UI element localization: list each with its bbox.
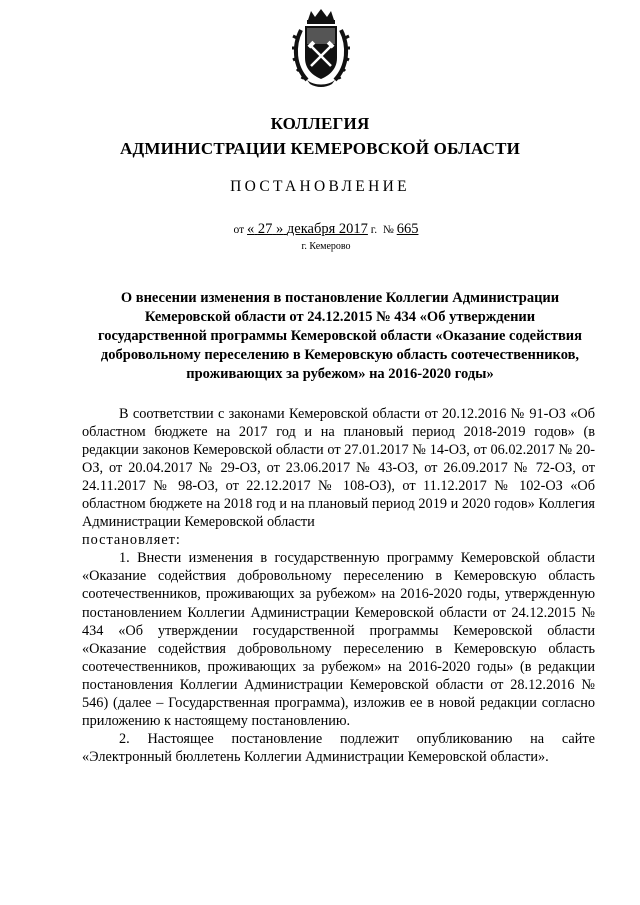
title-line: государственной программы Кемеровской области «Оказание содействия [97,328,583,344]
item-2-paragraph: 2. Настоящее постановление подлежит опубликованию на сайте «Электронный бюллетень Коллегии Администрации Кемеровской области». [82,730,595,765]
coat-of-arms-emblem [292,8,350,88]
item-1-paragraph: 1. Внести изменения в государственную программу Кемеровской области «Оказание содействия добровольному переселению в Кемеровскую область соотечественников, проживающих за рубежом» на 2016-2020 годы, утвержденную постановлением Коллегии Администрации Кемеровской области от 24.12.2015 № 434 «Об утверждении государственной программы Кемеровской области «Оказание содействия добровольному переселению в Кемеровскую область соотечественников, проживающих за рубежом» на 2016-2020 годы» (в редакции постановления Коллегии Администрации Кемеровской области от 28.12.2016 № 546) (далее – Государственная программа), изложив ее в новой редакции согласно приложению к настоящему постановлению. [82,550,595,729]
date-from-label: от [233,224,245,236]
org-name-line2: АДМИНИСТРАЦИИ КЕМЕРОВСКОЙ ОБЛАСТИ [119,139,521,158]
document-number: 665 [396,221,419,237]
document-type: ПОСТАНОВЛЕНИЕ [230,178,410,195]
date-year-suffix: г. [370,224,378,236]
org-name-line1: КОЛЛЕГИЯ [270,114,370,133]
city-name: г. Кемерово [301,241,351,252]
preamble-paragraph: В соответствии с законами Кемеровской области от 20.12.2016 № 91-ОЗ «Об областном бюджете на 2017 год и на плановый период 2018-2019 годов» (в редакции законов Кемеровской области от 27.01.2017 № 14-ОЗ, от 06.02.2017 № 20-ОЗ, от 20.04.2017 № 29-ОЗ, от 23.06.2017 № 43-ОЗ, от 26.09.2017 № 72-ОЗ, от 24.11.2017 № 98-ОЗ, от 22.12.2017 № 108-ОЗ), от 11.12.2017 № 102-ОЗ «Об областном бюджете на 2018 год и на плановый период 2019 и 2020 годов» Коллегия Администрации Кемеровской области [82,406,595,531]
document-body [82,405,595,766]
number-sign: № [382,224,394,236]
date-day: « 27 » декабря 2017 [247,221,368,237]
title-line: добровольному переселению в Кемеровскую область соотечественников, [100,347,580,363]
title-line: проживающих за рубежом» на 2016-2020 годы» [186,366,494,382]
resolves-label: постановляет: [82,532,181,549]
title-line: Кемеровской области от 24.12.2015 № 434 «Об утверждении [144,309,536,325]
document-title [80,289,600,384]
date-line [6,221,640,238]
title-line: О внесении изменения в постановление Коллегии Администрации [120,290,560,306]
